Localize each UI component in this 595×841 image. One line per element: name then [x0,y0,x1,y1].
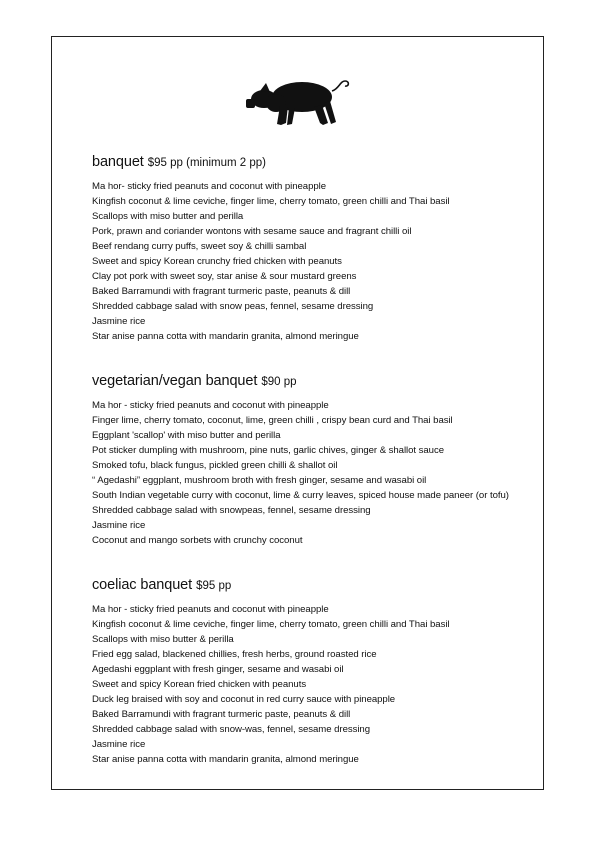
menu-item: Baked Barramundi with fragrant turmeric paste, peanuts & dill [92,286,351,297]
section-title: banquet [92,154,144,170]
menu-item: Finger lime, cherry tomato, coconut, lime, green chilli , crispy bean curd and Thai basil [92,415,453,426]
menu-item: Coconut and mango sorbets with crunchy coconut [92,535,303,546]
menu-item: Fried egg salad, blackened chillies, fresh herbs, ground roasted rice [92,649,377,660]
menu-item: Duck leg braised with soy and coconut in red curry sauce with pineapple [92,694,396,705]
menu-item: Shredded cabbage salad with snow peas, fennel, sesame dressing [92,301,374,312]
menu-item: Kingfish coconut & lime ceviche, finger lime, cherry tomato, green chilli and Thai basil [92,196,450,207]
menu-item: Jasmine rice [92,316,146,327]
menu-item: Beef rendang curry puffs, sweet soy & chilli sambal [92,241,307,252]
menu-item: Jasmine rice [92,520,146,531]
menu-item: Ma hor- sticky fried peanuts and coconut with pineapple [92,181,327,192]
menu-content [92,152,542,767]
menu-item: Star anise panna cotta with mandarin granita, almond meringue [92,754,359,765]
menu-item: Ma hor - sticky fried peanuts and coconut with pineapple [92,604,329,615]
menu-item: Eggplant 'scallop' with miso butter and perilla [92,430,281,441]
menu-item: Pork, prawn and coriander wontons with sesame sauce and fragrant chilli oil [92,226,412,237]
menu-item: Kingfish coconut & lime ceviche, finger lime, cherry tomato, green chilli and Thai basil [92,619,450,630]
menu-item: Agedashi eggplant with fresh ginger, sesame and wasabi oil [92,664,344,675]
menu-item: Star anise panna cotta with mandarin granita, almond meringue [92,331,359,342]
menu-item: Pot sticker dumpling with mushroom, pine nuts, garlic chives, ginger & shallot sauce [92,445,445,456]
menu-item: Sweet and spicy Korean fried chicken with peanuts [92,679,307,690]
menu-item: Sweet and spicy Korean crunchy fried chicken with peanuts [92,256,342,267]
section-heading [92,575,542,596]
section-price: $95 pp [196,580,232,592]
menu-item-list [92,179,542,344]
section-heading [92,371,542,392]
section-title: coeliac banquet [92,577,193,593]
menu-item-list [92,602,542,767]
menu-item: Jasmine rice [92,739,146,750]
menu-item: Clay pot pork with sweet soy, star anise & sour mustard greens [92,271,357,282]
section-price: $95 pp (minimum 2 pp) [147,157,266,169]
menu-item: South Indian vegetable curry with coconut, lime & curry leaves, spiced house made paneer (or tofu) [92,490,509,501]
pig-icon [244,73,354,129]
menu-item: Baked Barramundi with fragrant turmeric paste, peanuts & dill [92,709,351,720]
section-heading [92,152,542,173]
coeliac-banquet-section [92,575,542,767]
menu-item: Shredded cabbage salad with snowpeas, fennel, sesame dressing [92,505,371,516]
section-title: vegetarian/vegan banquet [92,373,258,389]
menu-item: Scallops with miso butter and perilla [92,211,244,222]
menu-item: Smoked tofu, black fungus, pickled green chilli & shallot oil [92,460,338,471]
menu-item: Scallops with miso butter & perilla [92,634,234,645]
banquet-section [92,152,542,344]
menu-item: “ Agedashi” eggplant, mushroom broth with fresh ginger, sesame and wasabi oil [92,475,427,486]
menu-item-list [92,398,542,548]
menu-item: Ma hor - sticky fried peanuts and coconut with pineapple [92,400,329,411]
menu-item: Shredded cabbage salad with snow-was, fennel, sesame dressing [92,724,370,735]
vegetarian-banquet-section [92,371,542,548]
section-price: $90 pp [261,376,297,388]
